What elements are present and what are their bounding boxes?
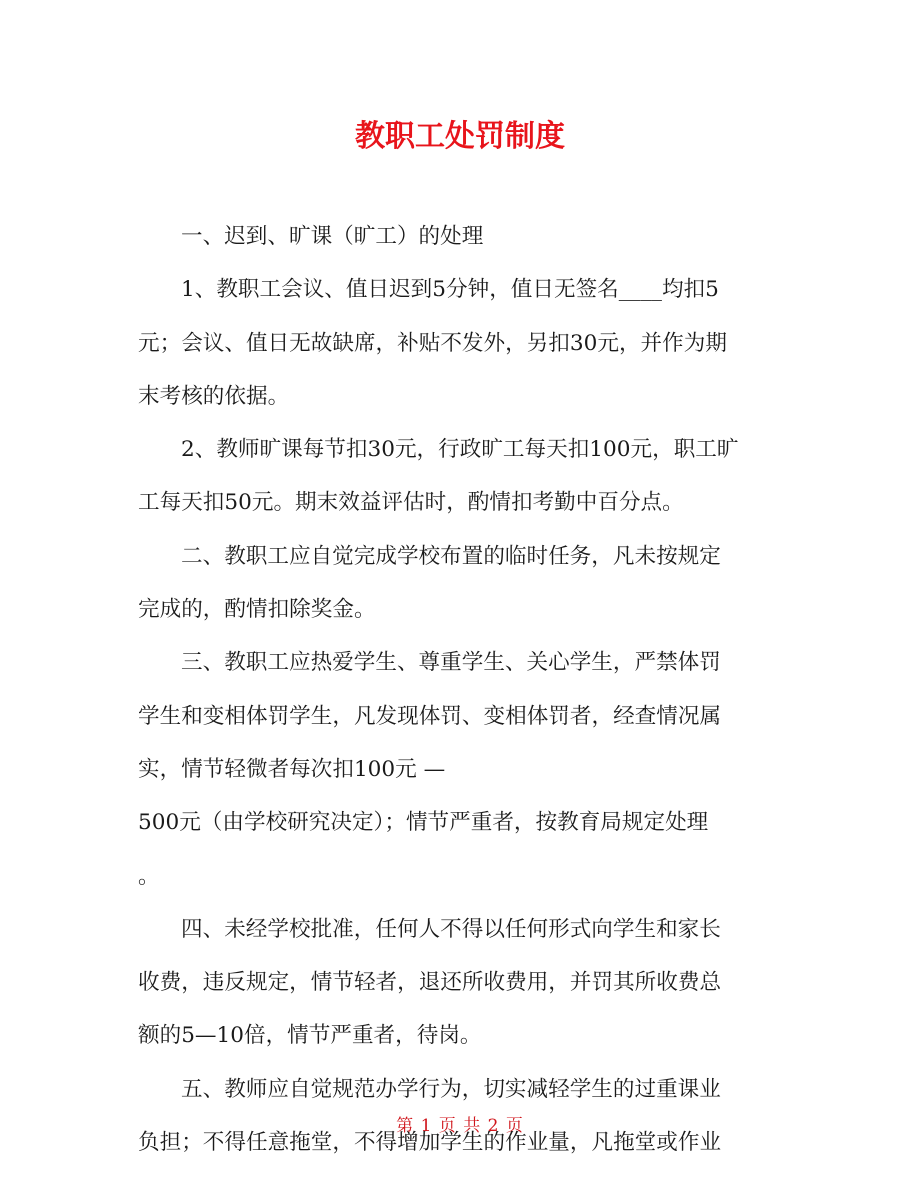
paragraph-line: 完成的，酌情扣除奖金。: [138, 597, 376, 623]
document-body: [138, 210, 782, 1169]
paragraph-line: 元；会议、值日无故缺席，补贴不发外，另扣30元，并作为期: [138, 330, 727, 356]
paragraph-line: 负担；不得任意拖堂，不得增加学生的作业量，凡拖堂或作业: [138, 1130, 722, 1156]
paragraph-line: 额的5—10倍，情节严重者，待岗。: [138, 1023, 482, 1049]
section-heading-lateness: 一、迟到、旷课（旷工）的处理: [181, 224, 484, 249]
paragraph-line: 二、教职工应自觉完成学校布置的临时任务，凡未按规定: [181, 543, 721, 569]
paragraph-line: 实，情节轻微者每次扣100元 —: [138, 756, 446, 782]
page-title: 教职工处罚制度: [355, 119, 565, 154]
paragraph-line: 。: [138, 863, 160, 889]
paragraph-line: 学生和变相体罚学生，凡发现体罚、变相体罚者，经查情况属: [138, 703, 722, 729]
paragraph-line: 收费，违反规定，情节轻者，退还所收费用，并罚其所收费总: [138, 970, 722, 996]
paragraph-line: 2、教师旷课每节扣30元，行政旷工每天扣100元，职工旷: [181, 437, 739, 463]
paragraph-line: 五、教师应自觉规范办学行为，切实减轻学生的过重课业: [181, 1076, 721, 1102]
paragraph-line: 工每天扣50元。期末效益评估时，酌情扣考勤中百分点。: [138, 490, 684, 516]
paragraph-line: 1、教职工会议、值日迟到5分钟，值日无签名____均扣5: [181, 277, 719, 303]
paragraph-line: 三、教职工应热爱学生、尊重学生、关心学生，严禁体罚: [181, 650, 721, 676]
paragraph-line: 500元（由学校研究决定）；情节严重者，按教育局规定处理: [138, 810, 709, 836]
paragraph-line: 末考核的依据。: [138, 383, 290, 409]
page-number-footer: 第 1 页 共 2 页: [396, 1116, 524, 1136]
paragraph-line: 四、未经学校批准，任何人不得以任何形式向学生和家长: [181, 916, 721, 942]
